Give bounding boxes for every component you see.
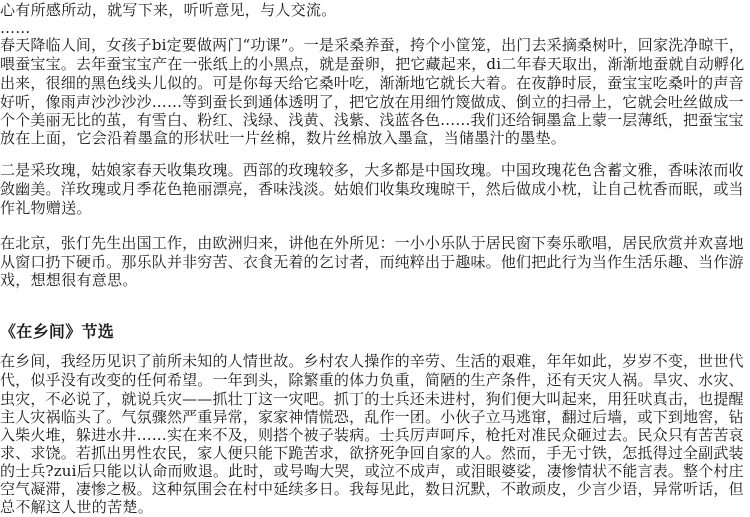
paragraph-3-line: 在北京，张仃先生出国工作，由欧洲归来，讲他在外所见：一小小乐队于居民窗下奏乐歌唱，居民欣赏并欢喜地	[0, 234, 744, 252]
paragraph-3-line: 从窗口扔下硬币。那乐队并非穷苦、衣食无着的乞讨者，而纯粹出于趣味。他们把此行为当作生活乐趣、当作游	[0, 253, 744, 271]
paragraph-4-line: 虫灾，不必说了，就说兵灾——抓壮丁这一灾吧。抓丁的士兵还未进村，狗们便大叫起来，用狂吠真击，也提醒	[0, 390, 744, 408]
paragraph-4-line: 总不解这人世的苦楚。	[0, 498, 154, 516]
paragraph-2-line: 敛幽美。洋玫瑰或月季花色艳丽漂亮，香味浅淡。姑娘们收集玫瑰晾干，然后做成小枕，让自己枕香而眠，或当	[0, 180, 744, 198]
intro-ellipsis: ……	[0, 19, 31, 37]
paragraph-4-line: 求、求饶。若抓出男性农民，家人便只能下跪苦求，欲挤死争回自家的人。然而，手无寸铁，怎抵得过全副武装	[0, 444, 744, 462]
paragraph-1-line: 好听，像雨声沙沙沙沙……等到蚕长到通体透明了，把它放在用细竹篾做成、倒立的扫帚上，它就会吐丝做成一	[0, 93, 744, 111]
paragraph-2-line: 二是采玫瑰，姑娘家春天收集玫瑰。西部的玫瑰较多，大多都是中国玫瑰。中国玫瑰花色含蓄文雅，香味浓而收	[0, 161, 744, 179]
paragraph-1-line: 春天降临人间，女孩子bi定要做两门“功课”。一是采桑养蚕，挎个小筐笼，出门去采摘桑树叶，回家洗净晾干，	[0, 36, 745, 54]
paragraph-4-line: 代，似乎没有改变的任何希望。一年到头，除繁重的体力负重，简陋的生产条件，还有天灾人祸。旱灾、水灾、	[0, 371, 744, 389]
section-heading: 《在乡间》节选	[0, 322, 115, 341]
paragraph-1-line: 放在上面，它会沿着墨盒的形状吐一片丝棉，数片丝棉放入墨盒，当储墨汁的墨垫。	[0, 129, 567, 147]
paragraph-1-line: 个个美丽无比的茧，有雪白、粉红、浅绿、浅黄、浅紫、浅蓝各色……我们还给铜墨盒上蒙一层薄纸，把蚕宝宝	[0, 111, 744, 129]
paragraph-2-line: 作礼物赠送。	[0, 199, 92, 217]
paragraph-4-line: 入柴火堆，躲进水井……实在来不及，则搭个被子装病。士兵厉声呵斥，枪托对准民众砸过去。民众只有苦苦哀	[0, 426, 744, 444]
paragraph-4-line: 的士兵?zui后只能以认命而败退。此时，或号啕大哭，或泣不成声，或泪眼婆娑，凄惨情状不能言表。整个村庄	[0, 462, 744, 480]
paragraph-4-line: 主人灾祸临头了。气氛骤然严重异常，家家神情慌恐，乱作一团。小伙子立马逃窜，翻过后墙，或下到地窖，钻	[0, 408, 744, 426]
paragraph-4-line: 在乡间，我经历见识了前所未知的人情世故。乡村农人操作的辛劳、生活的艰难，年年如此，岁岁不变，世世代	[0, 352, 744, 370]
paragraph-1-line: 喂蚕宝宝。去年蚕宝宝产在一张纸上的小黑点，就是蚕卵，把它藏起来，di二年春天取出，渐渐地蚕就自动孵化	[0, 55, 745, 73]
paragraph-4-line: 空气凝滞，凄惨之极。这种氛围会在村中延续多日。我每见此，数日沉默，不敢顽皮，少言少语，异常听话，但	[0, 480, 744, 498]
paragraph-1-line: 出来，很细的黑色线头儿似的。可是你每天给它桑叶吃，渐渐地它就长大着。在夜静时辰，蚕宝宝吃桑叶的声音	[0, 74, 744, 92]
intro-line: 心有所感所动，就写下来，听听意见，与人交流。	[0, 1, 337, 19]
paragraph-3-line: 戏，想想很有意思。	[0, 271, 138, 289]
